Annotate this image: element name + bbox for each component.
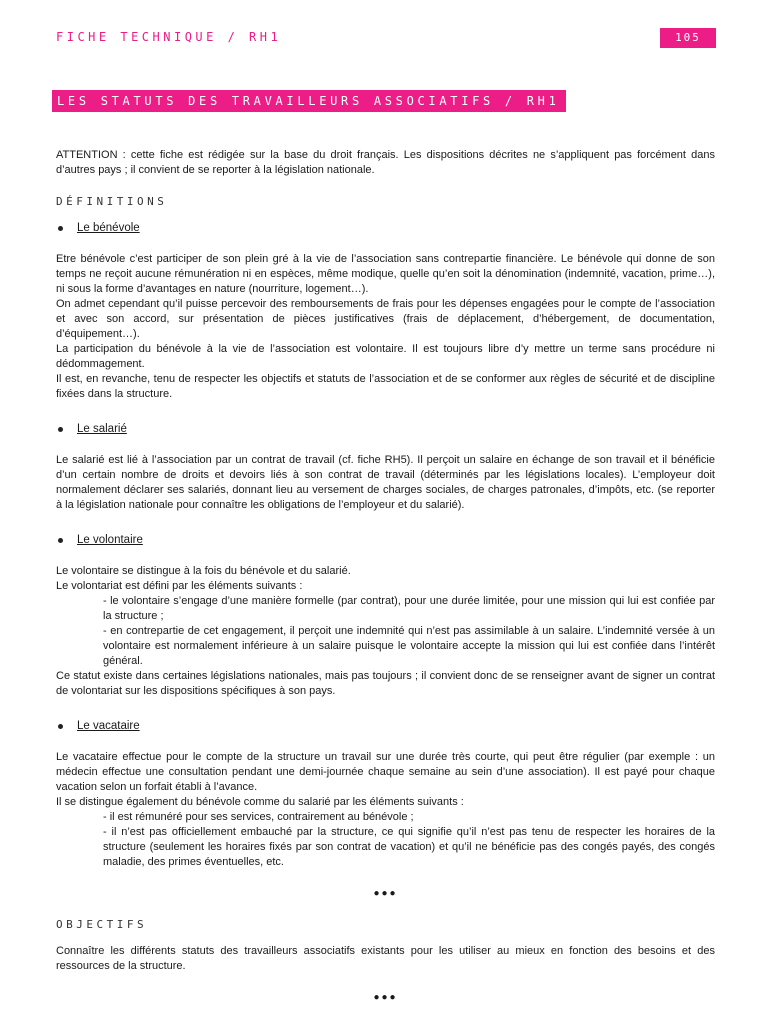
separator-dots-bottom: ●●● [373,992,398,1003]
objectifs-heading: OBJECTIFS [56,918,148,931]
salarie-label: Le salarié [77,423,127,435]
vacataire-label: Le vacataire [77,720,140,732]
objectifs-text: Connaître les différents statuts des travailleurs associatifs existants pour les utiliser au mieux en fonction des besoins et des ressources de la structure. [56,945,715,972]
bullet-dot [58,538,63,543]
attention-note: ATTENTION : cette fiche est rédigée sur la base du droit français. Les dispositions décrites ne s’appliquent pas forcément dans d’autres pays ; il convient de se reporter à la législation nationale. [56,149,715,176]
vacataire-item-1: - il est rémunéré pour ses services, contrairement au bénévole ; [103,811,414,823]
benevole-p1: Etre bénévole c’est participer de son plein gré à la vie de l’association sans contrepartie financière. Le bénévole qui donne de son temps ne reçoit aucune rémunération ni en espèces, même modique, quelle qu’en soit la dénomination (indemnité, vacation, prime…), ni sous la forme d’avantages en nature (nourriture, logement…). [56,253,715,295]
vacataire-p1: Le vacataire effectue pour le compte de la structure un travail sur une durée très courte, qui peut être régulier (par exemple : un médecin effectue une consultation pendant une demi-journée chaque semaine au sein d’une association). Il est payé pour chaque vacation selon un forfait établi à l’avance. [56,751,715,793]
volontaire-item-2: - en contrepartie de cet engagement, il perçoit une indemnité qui n’est pas assimilable à un salaire. L’indemnité versée à un volontaire est normalement inférieure à un salaire puisque le volontaire accepte la mission qui lui est confiée dans l’intérêt général. [103,625,715,667]
content [56,148,715,1015]
separator-dots: ●●● [373,888,398,899]
vacataire-item-2: - il n’est pas officiellement embauché par la structure, ce qui signifie qu’il n’est pas tenu de respecter les horaires de la structure (seulement les horaires fixés par son contrat de vacation) et qu’il ne bénéficie pas des congés payés, des congés maladie, des primes éventuelles, etc. [103,826,715,868]
bullet-volontaire [56,533,715,548]
volontaire-p3: Ce statut existe dans certaines législations nationales, mais pas toujours ; il convient donc de se renseigner avant de signer un contrat de volontariat sur les dispositions spécifiques à son pays. [56,670,715,697]
benevole-p3: La participation du bénévole à la vie de l’association est volontaire. Il est toujours libre d’y mettre un terme sans procédure ni dédommagement. [56,343,715,370]
benevole-label: Le bénévole [77,222,140,234]
bullet-benevole [56,221,715,236]
volontaire-item-1: - le volontaire s’engage d’une manière formelle (par contrat), pour une durée limitée, pour une mission qui lui est confiée par la structure ; [103,595,715,622]
page-title: LES STATUTS DES TRAVAILLEURS ASSOCIATIFS / RH1 [52,90,566,112]
benevole-p2: On admet cependant qu’il puisse percevoir des remboursements de frais pour les dépenses engagées pour le compte de l’association et avec son accord, sur présentation de pièces justificatives (frais de déplacement, d’hébergement, de documentation, d’équipement…). [56,298,715,340]
benevole-p4: Il est, en revanche, tenu de respecter les objectifs et statuts de l’association et de se conformer aux règles de sécurité et de discipline fixées dans la structure. [56,373,715,400]
bullet-dot [58,226,63,231]
volontaire-p1: Le volontaire se distingue à la fois du bénévole et du salarié. [56,565,351,577]
bullet-dot [58,724,63,729]
definitions-heading: DÉFINITIONS [56,195,168,208]
page-number: 105 [660,28,716,48]
volontaire-label: Le volontaire [77,534,143,546]
bullet-vacataire [56,719,715,734]
vacataire-p2: Il se distingue également du bénévole comme du salarié par les éléments suivants : [56,796,464,808]
volontaire-p2: Le volontariat est défini par les éléments suivants : [56,580,303,592]
bullet-salarie [56,422,715,437]
header-label: FICHE TECHNIQUE / RH1 [56,30,282,44]
bullet-dot [58,427,63,432]
salarie-p1: Le salarié est lié à l’association par un contrat de travail (cf. fiche RH5). Il perçoit un salaire en échange de son travail et il bénéficie d’un certain nombre de droits et devoirs liés à son contrat de travail (déterminés par les législations locales). L’employeur doit normalement déclarer ses salariés, donnant lieu au versement de charges sociales, de charges patronales, d’impôts, etc. (se reporter à la législation nationale pour connaître les obligations de l’employeur et du salarié). [56,454,715,511]
